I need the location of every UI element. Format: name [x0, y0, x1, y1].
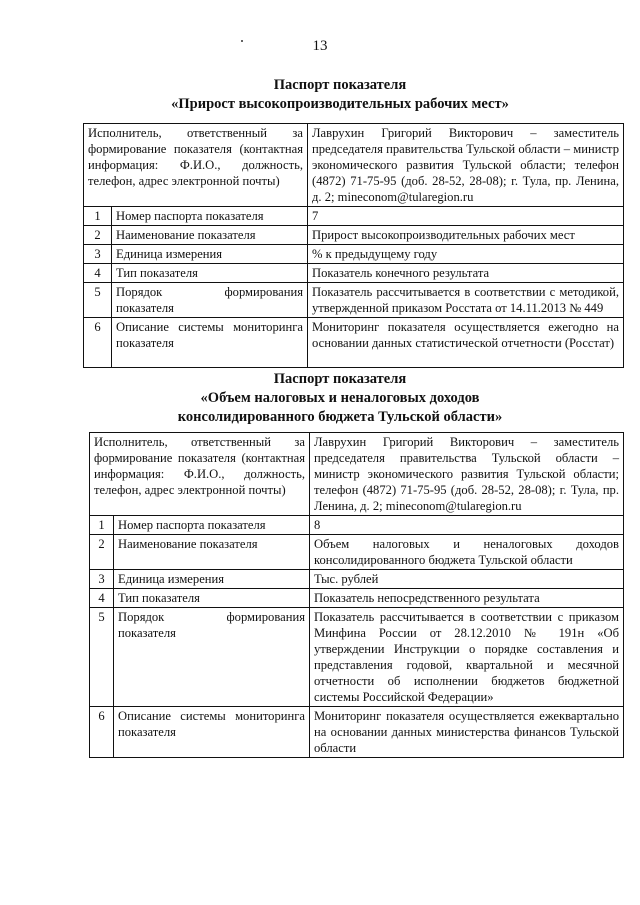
- scan-speck: [241, 40, 243, 42]
- executor-value: Лаврухин Григорий Викторович – заместитель председателя правительства Тульской области – министр экономического развития Тульской области; телефон (4872) 71-75-95 (доб. 28-52, 28-08); г. Тула, пр. Ленина, д. 2; mineconom@tularegion.ru: [310, 433, 624, 516]
- row-label: Номер паспорта показателя: [112, 207, 308, 226]
- row-label: Единица измерения: [114, 570, 310, 589]
- table-row: [84, 207, 624, 226]
- row-value: 8: [310, 516, 624, 535]
- table-row: [90, 707, 624, 758]
- passport-2-title-line3: консолидированного бюджета Тульской области»: [177, 409, 503, 425]
- table-row: [84, 245, 624, 264]
- row-value: Прирост высокопроизводительных рабочих мест: [308, 226, 624, 245]
- row-value: 7: [308, 207, 624, 226]
- row-value: Объем налоговых и неналоговых доходов консолидированного бюджета Тульской области: [310, 535, 624, 570]
- row-label: Наименование показателя: [112, 226, 308, 245]
- row-number: 5: [90, 608, 114, 707]
- row-value: Показатель непосредственного результата: [310, 589, 624, 608]
- row-label: Порядок формирования показателя: [112, 283, 308, 318]
- table-row: [90, 535, 624, 570]
- table-row: [90, 516, 624, 535]
- table-row: [90, 433, 624, 516]
- row-number: 6: [84, 318, 112, 368]
- page-number: 13: [312, 38, 328, 54]
- row-number: 3: [84, 245, 112, 264]
- row-value: Мониторинг показателя осуществляется ежегодно на основании данных статистической отчетности (Росстат): [308, 318, 624, 368]
- row-label: Номер паспорта показателя: [114, 516, 310, 535]
- row-value: Показатель конечного результата: [308, 264, 624, 283]
- passport-1-title: [60, 76, 620, 114]
- row-number: 4: [90, 589, 114, 608]
- passport-2-title-line2: «Объем налоговых и неналоговых доходов: [200, 390, 480, 406]
- executor-label: Исполнитель, ответственный за формирование показателя (контактная информация: Ф.И.О., должность, телефон, адрес электронной почты): [84, 124, 308, 207]
- row-number: 4: [84, 264, 112, 283]
- row-label: Тип показателя: [114, 589, 310, 608]
- row-label: Порядок формирования показателя: [114, 608, 310, 707]
- row-label: Единица измерения: [112, 245, 308, 264]
- row-value: Мониторинг показателя осуществляется ежеквартально на основании данных министерства финансов Тульской области: [310, 707, 624, 758]
- table-row: [84, 226, 624, 245]
- passport-2-title: [60, 370, 620, 427]
- row-label: Описание системы мониторинга показателя: [114, 707, 310, 758]
- passport-1-title-line1: Паспорт показателя: [273, 77, 407, 93]
- passport-2-title-line1: Паспорт показателя: [273, 371, 407, 387]
- row-number: 6: [90, 707, 114, 758]
- table-row: [84, 124, 624, 207]
- table-row: [84, 318, 624, 368]
- table-row: [90, 570, 624, 589]
- row-value: Показатель рассчитывается в соответствии с приказом Минфина России от 28.12.2010 № 191н «Об утверждении Инструкции о порядке составления и представления годовой, квартальной и месячной отчетности об исполнении бюджетов бюджетной системы Российской Федерации»: [310, 608, 624, 707]
- table-row: [84, 264, 624, 283]
- row-number: 1: [90, 516, 114, 535]
- executor-label: Исполнитель, ответственный за формирование показателя (контактная информация: Ф.И.О., должность, телефон, адрес электронной почты): [90, 433, 310, 516]
- row-value: Тыс. рублей: [310, 570, 624, 589]
- row-value: Показатель рассчитывается в соответствии с методикой, утвержденной приказом Росстата от 14.11.2013 № 449: [308, 283, 624, 318]
- table-row: [84, 283, 624, 318]
- row-value: % к предыдущему году: [308, 245, 624, 264]
- passport-1-title-line2: «Прирост высокопроизводительных рабочих мест»: [171, 96, 509, 112]
- row-number: 2: [84, 226, 112, 245]
- table-row: [90, 608, 624, 707]
- row-label: Описание системы мониторинга показателя: [112, 318, 308, 368]
- passport-1-table: [83, 123, 624, 368]
- executor-value: Лаврухин Григорий Викторович – заместитель председателя правительства Тульской области – министр экономического развития Тульской области; телефон (4872) 71-75-95 (доб. 28-52, 28-08); г. Тула, пр. Ленина, д. 2; mineconom@tularegion.ru: [308, 124, 624, 207]
- row-number: 2: [90, 535, 114, 570]
- passport-2-table: [89, 432, 624, 758]
- row-number: 3: [90, 570, 114, 589]
- row-number: 5: [84, 283, 112, 318]
- row-label: Тип показателя: [112, 264, 308, 283]
- row-number: 1: [84, 207, 112, 226]
- table-row: [90, 589, 624, 608]
- row-label: Наименование показателя: [114, 535, 310, 570]
